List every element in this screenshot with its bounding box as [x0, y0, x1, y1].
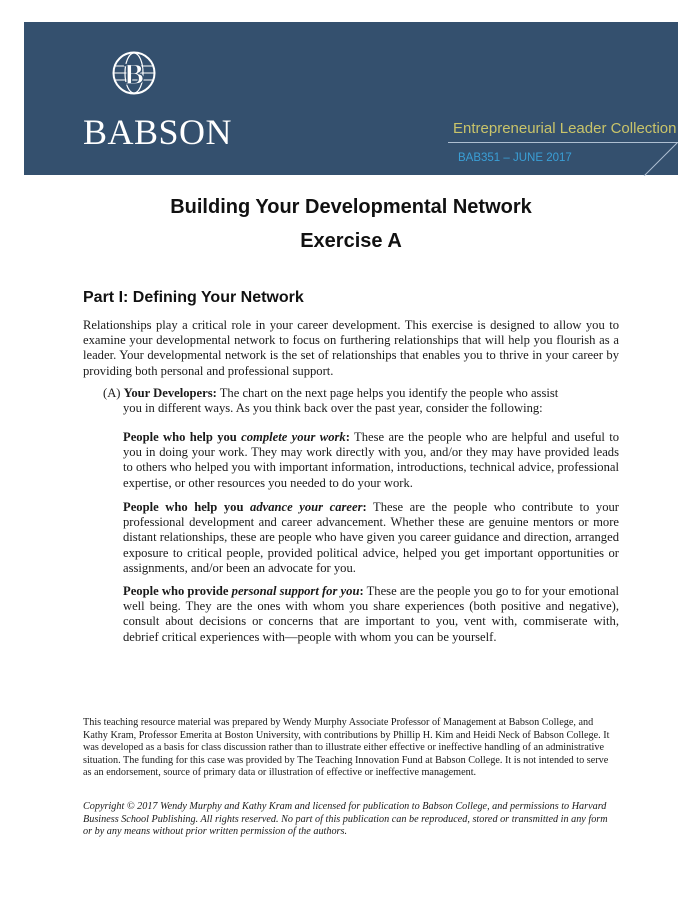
definition-paragraph: [123, 500, 619, 576]
intro-paragraph: Relationships play a critical role in your career development. This exercise is designed to allow you to examine your developmental network to focus on furthering relationships that will help you flourish as a leader. Your developmental network is the set of relationships that enables you to thrive in your career by providing both personal and professional support.: [83, 318, 619, 378]
document-title: Building Your Developmental Network: [170, 196, 532, 218]
list-item-a: [103, 386, 619, 416]
case-code: BAB351 – JUNE 2017: [458, 152, 572, 164]
list-item-lead: Your Developers:: [123, 386, 217, 400]
definition-lead: People who help you complete your work:: [123, 430, 350, 444]
svg-text:B: B: [123, 58, 145, 91]
definition-lead: People who help you advance your career:: [123, 500, 367, 514]
babson-wordmark: BABSON: [83, 112, 233, 152]
copyright-notice: Copyright © 2017 Wendy Murphy and Kathy Kram and licensed for publication to Babson College, and permissions to Harvard Business School Publishing. All rights reserved. No part of this publication can be reproduced, stored or transmitted in any form or by any means without prior written permission of the authors.: [83, 801, 608, 838]
footnote: This teaching resource material was prepared by Wendy Murphy Associate Professor of Management at Babson College, and Kathy Kram, Professor Emerita at Boston University, with contributions by Phillip H. Kim and Heidi Neck of Babson College. It was developed as a basis for class discussion rather than to illustrate either effective or ineffective handling of an administrative situation. The funding for this case was provided by The Teaching Innovation Fund at Babson College. It is not intended to serve as an endorsement, source of primary data or illustration of effective or ineffective management.: [83, 717, 610, 779]
definition-text: These are the people who are helpful and useful to you in doing your work. They may work directly with you, and/or they may have provided leads to others who helped you with important information, introductions, technical advice, professional expertise, or other resources you needed to do your work.: [123, 430, 620, 490]
document-subtitle: Exercise A: [300, 230, 402, 252]
definition-paragraph: [123, 584, 619, 645]
list-item-text-continued: you in different ways. As you think back over the past year, consider the following:: [123, 401, 543, 416]
section-heading: Part I: Defining Your Network: [83, 289, 304, 306]
definition-text: These are the people who contribute to your professional development and career advancement. Whether these are genuine mentors or more distant relationships, these are people who have given you career guidance and direction, arranged exposure to critical people, provided political advice, helped you get important opportunities or assignments, and/or been an advocate for you.: [123, 500, 620, 575]
definition-paragraph: [123, 430, 619, 491]
definition-text: These are the people you go to for your emotional well being. They are the ones with whom you share experiences (both positive and negative), consult about decisions or concerns that are important to you, vent with, commiserate with, debrief critical experiences with—people with whom you can be yourself.: [123, 584, 619, 644]
definition-lead: People who provide personal support for you:: [123, 584, 364, 598]
babson-globe-b-icon: [112, 51, 156, 95]
header-corner-accent: [640, 142, 678, 176]
list-item-text: The chart on the next page helps you identify the people who assist: [216, 386, 559, 400]
collection-name: Entrepreneurial Leader Collection: [453, 120, 677, 137]
list-marker: (A): [103, 386, 121, 400]
